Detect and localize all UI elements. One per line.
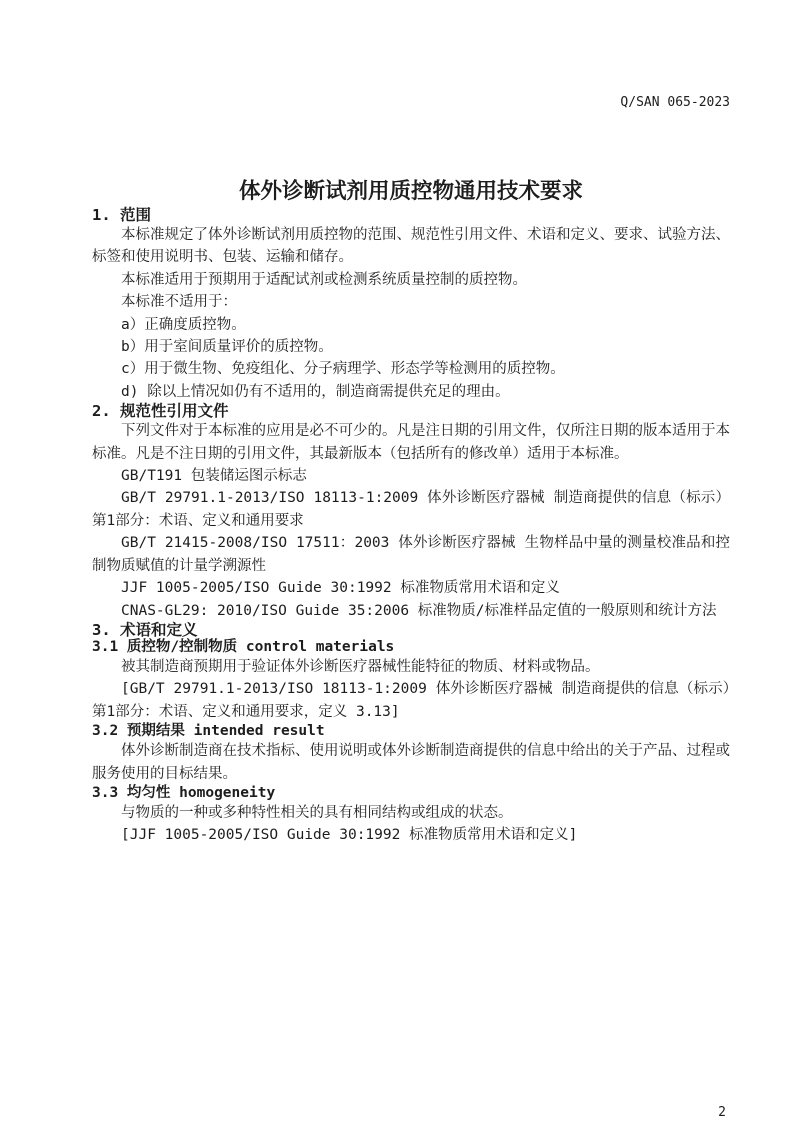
scope-paragraph-2: 本标准适用于预期用于适配试剂或检测系统质量控制的质控物。	[121, 271, 527, 288]
section-3-heading: 3. 术语和定义	[92, 620, 198, 639]
scope-list-item-d: d) 除以上情况如仍有不适用的，制造商需提供充足的理由。	[121, 383, 510, 400]
term-3-2-heading: 3.2 预期结果 intended result	[92, 723, 325, 740]
page-number: 2	[718, 1105, 726, 1120]
section-1-heading: 1. 范围	[92, 206, 151, 224]
scope-list-item-c: c）用于微生物、免疫组化、分子病理学、形态学等检测用的质控物。	[121, 361, 565, 378]
normative-ref-3: GB/T 21415-2008/ISO 17511：2003 体外诊断医疗器械 生物样品中量的测量校准品和控制物质赋值的计量学溯源性	[92, 535, 730, 574]
term-3-1-definition: 被其制造商预期用于验证体外诊断医疗器械性能特征的物质、材料或物品。	[121, 658, 600, 675]
scope-list-item-a: a）正确度质控物。	[121, 316, 246, 333]
scope-list-item-b: b）用于室间质量评价的质控物。	[121, 339, 333, 356]
term-3-2-definition: 体外诊断制造商在技术指标、使用说明或体外诊断制造商提供的信息中给出的关于产品、过程或服务使用的目标结果。	[92, 743, 730, 782]
normative-ref-1: GB/T191 包装储运图示标志	[121, 468, 307, 485]
normative-ref-5: CNAS-GL29: 2010/ISO Guide 35:2006 标准物质/标准样品定值的一般原则和统计方法	[121, 602, 717, 619]
term-3-3-definition: 与物质的一种或多种特性相关的具有相同结构或组成的状态。	[121, 804, 513, 821]
term-3-1-source: [GB/T 29791.1-2013/ISO 18113-1:2009 体外诊断医疗器械 制造商提供的信息（标示）第1部分：术语、定义和通用要求，定义 3.13]	[92, 681, 730, 720]
normative-ref-4: JJF 1005-2005/ISO Guide 30:1992 标准物质常用术语和定义	[121, 580, 560, 597]
scope-paragraph-3: 本标准不适用于：	[121, 294, 237, 311]
normative-intro: 下列文件对于本标准的应用是必不可少的。凡是注日期的引用文件，仅所注日期的版本适用于本标准。凡是不注日期的引用文件，其最新版本（包括所有的修改单）适用于本标准。	[92, 423, 730, 462]
term-3-3-source: [JJF 1005-2005/ISO Guide 30:1992 标准物质常用术语和定义]	[121, 827, 578, 844]
term-3-1-heading: 3.1 质控物/控制物质 control materials	[92, 638, 395, 655]
section-2-heading: 2. 规范性引用文件	[92, 402, 229, 421]
doc-code: Q/SAN 065-2023	[620, 95, 730, 110]
scope-paragraph-1: 本标准规定了体外诊断试剂用质控物的范围、规范性引用文件、术语和定义、要求、试验方法、标签和使用说明书、包装、运输和储存。	[92, 227, 730, 266]
normative-ref-2: GB/T 29791.1-2013/ISO 18113-1:2009 体外诊断医疗器械 制造商提供的信息（标示）第1部分：术语、定义和通用要求	[92, 490, 730, 529]
document-title: 体外诊断试剂用质控物通用技术要求	[238, 179, 583, 204]
term-3-3-heading: 3.3 均匀性 homogeneity	[92, 784, 276, 801]
